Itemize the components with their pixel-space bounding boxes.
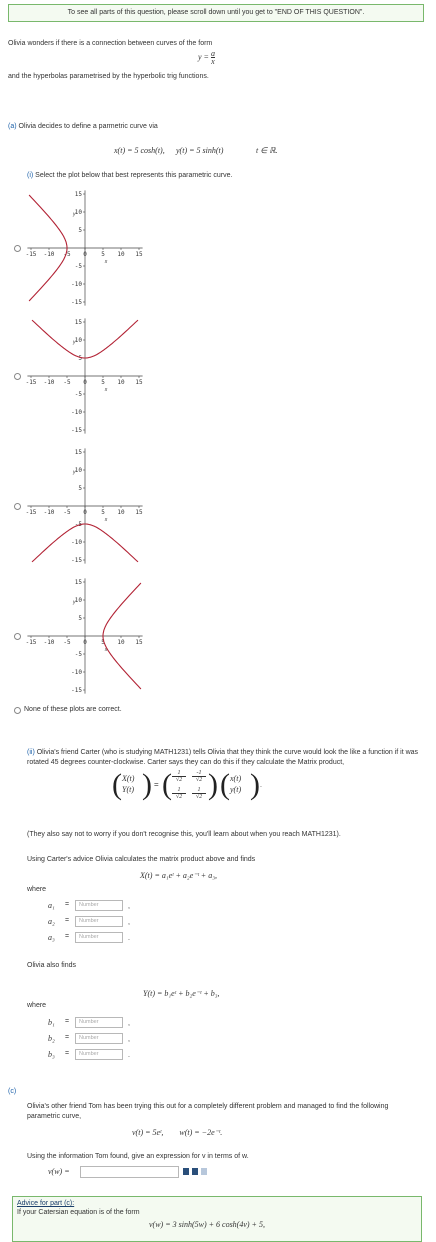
x-tick-label: -15	[25, 509, 37, 516]
b2-label: b₂	[48, 1034, 55, 1043]
plot-3-svg	[27, 443, 152, 568]
x-tick-label: 0	[83, 639, 87, 646]
plot-option-3-radio[interactable]	[14, 503, 21, 510]
x-tick-label: -5	[63, 639, 71, 646]
a2-equals: =	[65, 917, 70, 924]
y-tick-label: 5	[78, 227, 82, 234]
matrix-note: (They also say not to worry if you don't recognise this, you'll learn about when you reach MATH1231).	[27, 831, 341, 838]
x-tick-label: 15	[135, 379, 143, 386]
matrix-lhs-bot: Y(t)	[122, 785, 134, 794]
b2-input[interactable]: Number	[75, 1033, 123, 1044]
scroll-notice-text: To see all parts of this question, please scroll down until you get to "END OF THIS QUESTION".	[67, 9, 365, 16]
y-axis-label: y	[73, 469, 76, 476]
x-tick-label: 0	[83, 251, 87, 258]
sub-ii-label: (ii)	[27, 749, 35, 756]
a2-label: a₂	[48, 917, 55, 926]
matrix-rhs-top: x(t)	[230, 774, 242, 783]
x-tick-label: 10	[117, 639, 125, 646]
y-tick-label: 5	[78, 485, 82, 492]
formula-denominator: x	[211, 57, 215, 66]
b1-equals: =	[65, 1018, 70, 1025]
sub-ii-prompt	[27, 748, 422, 768]
y-axis-label: y	[73, 599, 76, 606]
m22-den: √2	[195, 794, 203, 800]
y-tick-label: -15	[71, 299, 82, 306]
x-tick-label: -15	[25, 251, 37, 258]
y-tick-label: -5	[74, 651, 82, 658]
x-tick-label: -10	[43, 251, 55, 258]
x-axis-label: x	[104, 517, 108, 523]
param-eq-t: t ∈ ℝ.	[256, 146, 278, 155]
none-option-radio[interactable]	[14, 707, 21, 714]
part-c-eq: v(t) = 5eᵗ, w(t) = −2e⁻ᵗ.	[132, 1128, 223, 1137]
m11-num: 1	[172, 770, 186, 777]
x-tick-label: 5	[101, 251, 105, 258]
b1-period: ,	[128, 1020, 130, 1027]
y-tick-label: -5	[74, 521, 82, 528]
x-tick-label: 0	[83, 379, 87, 386]
x-tick-label: -5	[63, 251, 71, 258]
b2-period: ,	[128, 1036, 130, 1043]
intro-text-2: and the hyperbolas parametrised by the hyperbolic trig functions.	[8, 73, 209, 80]
y-tick-label: 5	[78, 355, 82, 362]
formula-lhs: y =	[198, 52, 209, 62]
using-carters-advice: Using Carter's advice Olivia calculates the matrix product above and finds	[27, 856, 256, 863]
m12-num: -1	[192, 770, 206, 777]
sub-i-prompt	[27, 172, 232, 179]
a3-equals: =	[65, 933, 70, 940]
answer-input[interactable]	[80, 1166, 179, 1178]
matrix-m11	[172, 770, 186, 783]
plot-bg	[27, 313, 152, 438]
x-tick-label: -15	[25, 379, 37, 386]
b3-label: b₃	[48, 1050, 55, 1059]
plot-option-1[interactable]	[27, 185, 152, 310]
y-tick-label: 10	[74, 597, 82, 604]
answer-toolbar	[183, 1168, 208, 1177]
matrix-m12	[192, 770, 206, 783]
y-tick-label: -5	[74, 263, 82, 270]
a2-period: ,	[128, 919, 130, 926]
matrix-period: .	[260, 782, 262, 789]
x-tick-label: -10	[43, 379, 55, 386]
sub-ii-text: Olivia's friend Carter (who is studying MATH1231) tells Olivia that they think the curve would look the like a function if it was rotated 45 degrees counter-clockwise. Carter says they can do this if they calculate the Matrix product,	[27, 749, 419, 766]
plot-1-svg	[27, 185, 152, 310]
param-eq-x: x(t) = 5 cosh(t),	[114, 146, 165, 155]
y-tick-label: 15	[74, 449, 82, 456]
none-option-label[interactable]: None of these plots are correct.	[24, 706, 122, 713]
advice-text: If your Catersian equation is of the form	[17, 1209, 140, 1216]
b3-input[interactable]: Number	[75, 1049, 123, 1060]
b1-input[interactable]: Number	[75, 1017, 123, 1028]
paren-left-1: (	[112, 768, 122, 801]
matrix-m22	[192, 787, 206, 800]
y-tick-label: -10	[71, 539, 82, 546]
x-tick-label: 5	[101, 509, 105, 516]
b3-equals: =	[65, 1050, 70, 1057]
param-eq-y: y(t) = 5 sinh(t)	[176, 146, 224, 155]
x-axis-label: x	[104, 387, 108, 393]
paren-right-2: )	[208, 768, 218, 801]
plot-option-1-radio[interactable]	[14, 245, 21, 252]
y-tick-label: 10	[74, 209, 82, 216]
advice-title: Advice for part (c):	[17, 1200, 75, 1207]
y-tick-label: -10	[71, 281, 82, 288]
olivia-also-finds: Olivia also finds	[27, 962, 77, 969]
sub-i-text: Select the plot below that best represents this parametric curve.	[35, 172, 233, 179]
intro-formula	[198, 50, 215, 65]
b1-label: b₁	[48, 1018, 55, 1027]
matrix-lhs-top: X(t)	[122, 774, 135, 783]
paren-left-2: (	[162, 768, 172, 801]
x-tick-label: 5	[101, 379, 105, 386]
matrix-equation	[112, 770, 272, 804]
intro-text: Olivia wonders if there is a connection between curves of the form	[8, 40, 213, 47]
sub-i-label: (i)	[27, 172, 34, 179]
a1-input[interactable]: Number	[75, 900, 123, 911]
plot-option-4-radio[interactable]	[14, 633, 21, 640]
y-tick-label: 10	[74, 337, 82, 344]
paren-left-3: (	[220, 768, 230, 801]
x-tick-label: -15	[25, 639, 37, 646]
eq-Y: Y(t) = b₁eᵗ + b₂e⁻ᵗ + b₃,	[143, 989, 220, 998]
plot-4-svg	[27, 573, 152, 698]
y-tick-label: -15	[71, 427, 82, 434]
y-axis-label: y	[73, 339, 76, 346]
a1-equals: =	[65, 901, 70, 908]
answer-label: v(w) =	[48, 1167, 70, 1176]
a3-period: .	[128, 935, 130, 942]
y-tick-label: 15	[74, 319, 82, 326]
matrix-m21	[172, 787, 186, 800]
plot-2-svg	[27, 313, 152, 438]
y-tick-label: 5	[78, 615, 82, 622]
x-tick-label: 10	[117, 379, 125, 386]
y-tick-label: 15	[74, 579, 82, 586]
x-tick-label: 5	[101, 639, 105, 646]
formula-numerator: a	[210, 49, 215, 58]
advice-eq: v(w) = 3 sinh(5w) + 6 cosh(4v) + 5,	[149, 1220, 265, 1229]
x-axis-label: x	[104, 647, 108, 653]
y-tick-label: 10	[74, 467, 82, 474]
y-tick-label: -10	[71, 409, 82, 416]
advice-box	[12, 1196, 422, 1242]
plot-bg	[27, 185, 152, 310]
x-tick-label: -10	[43, 509, 55, 516]
preview-icon[interactable]	[183, 1168, 189, 1175]
m11-den: √2	[175, 777, 183, 783]
x-tick-label: 15	[135, 639, 143, 646]
equals-sign: =	[154, 780, 159, 789]
a3-input[interactable]: Number	[75, 932, 123, 943]
plot-option-2-radio[interactable]	[14, 373, 21, 380]
a3-label: a₃	[48, 933, 55, 942]
plot-option-3[interactable]	[27, 443, 152, 568]
x-tick-label: 15	[135, 251, 143, 258]
plot-option-2[interactable]	[27, 313, 152, 438]
help-icon[interactable]	[201, 1168, 207, 1175]
part-a-label-text: (a)	[8, 123, 17, 130]
x-tick-label: -5	[63, 379, 71, 386]
a2-input[interactable]: Number	[75, 916, 123, 927]
m12-den: √2	[195, 777, 203, 783]
part-c-text: Olivia's other friend Tom has been trying this out for a completely different problem and managed to find the following parametric curve,	[27, 1103, 389, 1120]
b3-period: .	[128, 1052, 130, 1059]
plot-option-4[interactable]	[27, 573, 152, 698]
m21-den: √2	[175, 794, 183, 800]
part-c-label: (c)	[8, 1088, 17, 1095]
paren-right-1: )	[142, 768, 152, 801]
a1-label: a₁	[48, 901, 55, 910]
where-label-2: where	[27, 1002, 47, 1009]
part-a-text: Olivia decides to define a parmetric curve via	[18, 123, 158, 130]
y-tick-label: -5	[74, 391, 82, 398]
matrix-rhs-bot: y(t)	[230, 785, 242, 794]
x-tick-label: -10	[43, 639, 55, 646]
y-tick-label: -15	[71, 557, 82, 564]
y-tick-label: -10	[71, 669, 82, 676]
x-axis-label: x	[104, 259, 108, 265]
m21-num: 1	[172, 787, 186, 794]
eq-X: X(t) = a₁eᵗ + a₂e⁻ᵗ + a₃,	[140, 871, 217, 880]
syntax-icon[interactable]	[192, 1168, 198, 1175]
part-a-label	[8, 123, 158, 130]
b2-equals: =	[65, 1034, 70, 1041]
where-label-1: where	[27, 886, 47, 893]
a1-period: ,	[128, 903, 130, 910]
y-axis-label: y	[73, 211, 76, 218]
y-tick-label: 15	[74, 191, 82, 198]
x-tick-label: -5	[63, 509, 71, 516]
paren-right-3: )	[250, 768, 260, 801]
y-tick-label: -15	[71, 687, 82, 694]
x-tick-label: 10	[117, 251, 125, 258]
part-c-using: Using the information Tom found, give an expression for v in terms of w.	[27, 1153, 249, 1160]
x-tick-label: 0	[83, 509, 87, 516]
x-tick-label: 10	[117, 509, 125, 516]
x-tick-label: 15	[135, 509, 143, 516]
m22-num: 1	[192, 787, 206, 794]
scroll-notice	[8, 4, 424, 22]
